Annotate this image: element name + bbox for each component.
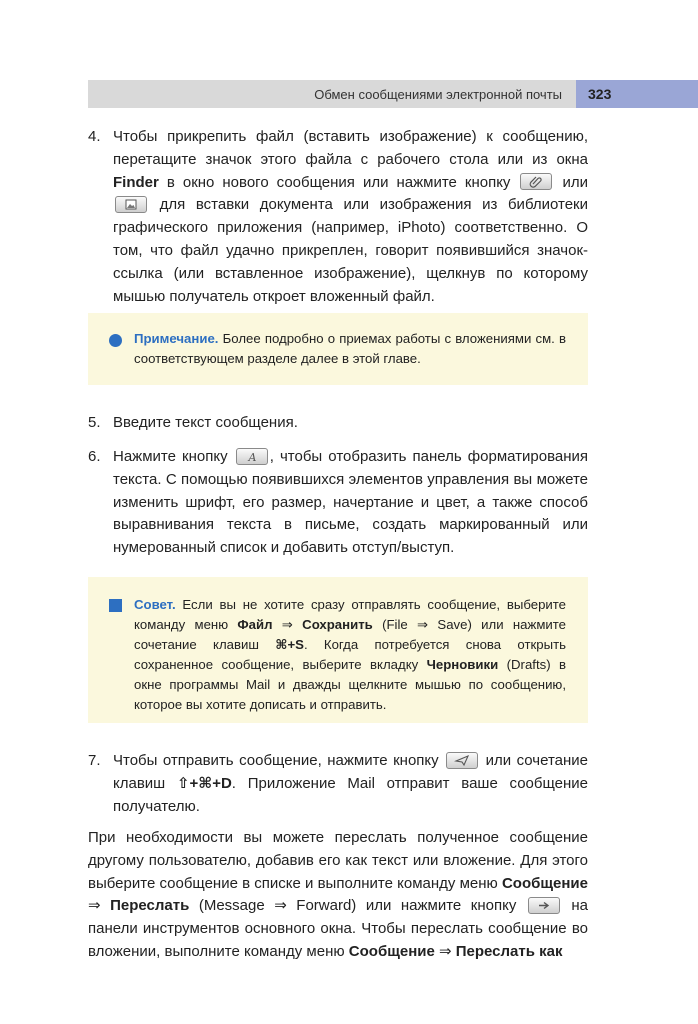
text-run: на панели инструментов основного окна. Чтобы переслать сообщение во вложении, выполните команду меню xyxy=(88,897,588,960)
drafts-tab-name: Черновики xyxy=(426,657,499,672)
note-label: Примечание. xyxy=(134,331,219,346)
chapter-title: Обмен сообщениями электронной почты xyxy=(88,80,576,108)
text-run: . Когда потребуется снова открыть сохраненное сообщение, выберите вкладку xyxy=(134,637,566,672)
text-run: ⇒ xyxy=(88,897,111,915)
text-run: Чтобы прикрепить файл (вставить изображение) к сообщению, перетащите значок этого файла с рабочего стола или из окна xyxy=(113,128,588,168)
item-text xyxy=(113,446,588,560)
fonts-button-image xyxy=(236,448,268,465)
finder-term: Finder xyxy=(113,173,159,191)
text-run: Если вы не хотите сразу отправлять сообщение, выберите команду меню xyxy=(134,597,566,632)
final-paragraph xyxy=(88,827,588,964)
text-run: (Message ⇒ Forward) или нажмите кнопку xyxy=(189,897,526,915)
item-number: 4. xyxy=(88,128,101,145)
shortcut-keys: ⇧+⌘+D xyxy=(176,774,232,792)
text-run: или xyxy=(554,173,588,191)
text-run: . Приложение Mail отправит ваше сообщение получателю. xyxy=(113,774,588,815)
list-item-5 xyxy=(88,412,588,435)
item-number: 5. xyxy=(88,414,101,431)
svg-text:A: A xyxy=(248,450,257,464)
shortcut-keys: ⌘+S xyxy=(275,637,304,652)
forward-arrow-icon xyxy=(529,898,559,913)
list-item-7 xyxy=(88,750,588,818)
menu-forward: Переслать xyxy=(110,897,190,915)
text-run: , чтобы отобразить панель форматирования текста. С помощью появившихся элементов управления вы можете изменить шрифт, его размер, начертание и цвет, а также способ выравнивания текста в письме, создать маркированный или нумерованный список и добавить отступ/выступ. xyxy=(113,448,588,557)
menu-save: Сохранить xyxy=(302,617,373,632)
menu-message: Сообщение xyxy=(501,874,588,892)
tip-label: Совет. xyxy=(134,597,176,612)
tip-box xyxy=(88,577,588,723)
item-number: 6. xyxy=(88,448,101,465)
text-run: Более подробно о приемах работы с вложениями см. в соответствующем разделе далее в этой главе. xyxy=(134,331,566,366)
item-text xyxy=(113,750,588,818)
item-text xyxy=(113,126,588,308)
attach-button-image xyxy=(520,173,552,190)
send-button-image xyxy=(446,752,478,769)
list-item-6 xyxy=(88,446,588,560)
photo-browser-button-image xyxy=(115,196,147,213)
item-text: Введите текст сообщения. xyxy=(113,414,298,431)
note-bullet-icon xyxy=(109,334,122,347)
note-text xyxy=(134,329,566,369)
text-run: (Drafts) в окне программы Mail и дважды щелкните мышью по сообщению, которое вы хотите дописать и отправить. xyxy=(134,657,567,712)
text-run: ⇒ xyxy=(434,942,456,960)
forward-button-image xyxy=(528,897,560,914)
font-icon xyxy=(237,449,267,464)
send-icon xyxy=(447,753,477,768)
text-run: или сочетание клавиш xyxy=(113,752,589,792)
tip-text xyxy=(134,595,566,715)
list-item-4 xyxy=(88,126,588,308)
text-run: При необходимости вы можете переслать полученное сообщение другому пользователю, добавив его как текст или вложение. Для этого выберите сообщение в списке и выполните команду меню xyxy=(88,829,588,892)
tip-bullet-icon xyxy=(109,599,122,612)
text-run: Нажмите кнопку xyxy=(113,448,234,465)
text-run: ⇒ xyxy=(272,617,303,632)
menu-message: Сообщение xyxy=(348,942,435,960)
photo-browser-icon xyxy=(116,197,146,212)
text-run: в окно нового сообщения или нажмите кнопку xyxy=(158,173,519,191)
page-number: 323 xyxy=(576,80,698,108)
running-header xyxy=(88,80,698,108)
text-run: для вставки документа или изображения из библиотеки графического приложения (например, iPhoto) соответственно. О том, что файл удачно прикреплен, говорит появившийся значок-ссылка (или вставленное изображение), щелкнув по которому мышью получатель откроет вложенный файл. xyxy=(113,196,588,305)
item-number: 7. xyxy=(88,752,101,769)
menu-forward-as: Переслать как xyxy=(455,942,563,960)
text-run: Чтобы отправить сообщение, нажмите кнопку xyxy=(113,752,445,769)
menu-file: Файл xyxy=(237,617,273,632)
paperclip-icon xyxy=(521,174,551,189)
note-box xyxy=(88,313,588,385)
text-run: (File ⇒ Save) или нажмите сочетание клавиш xyxy=(134,617,566,652)
